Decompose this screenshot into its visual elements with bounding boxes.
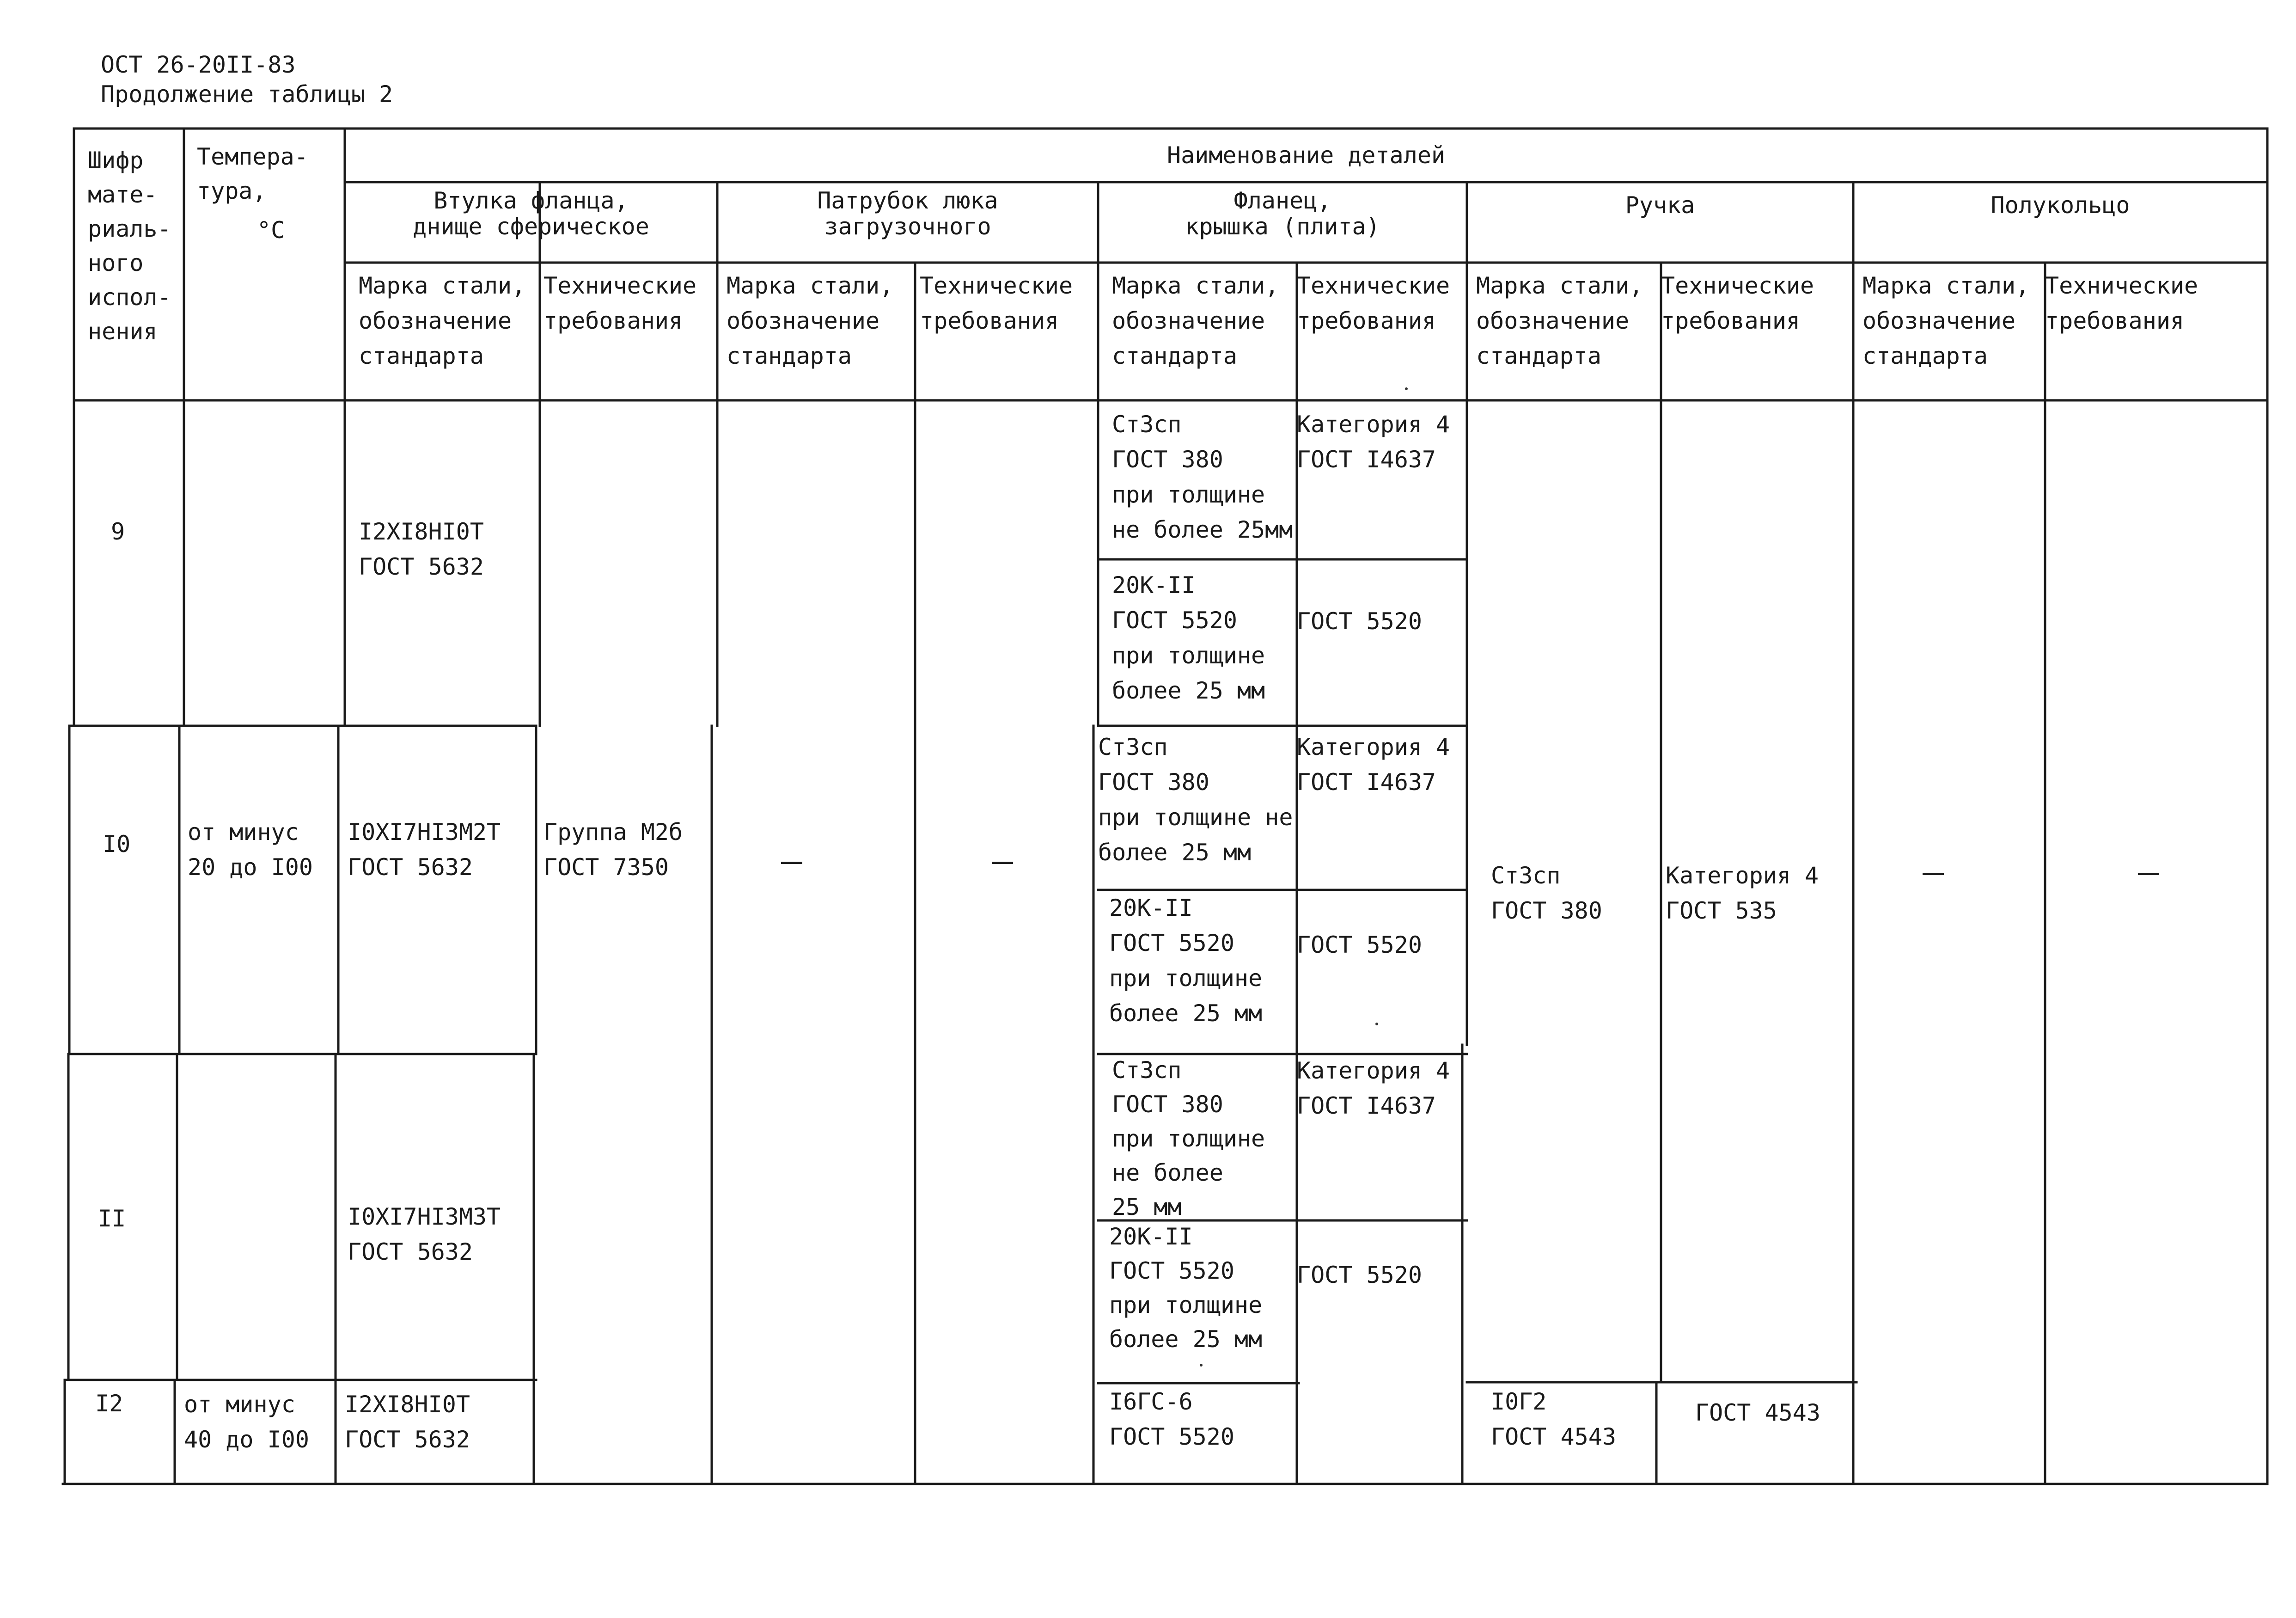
nozzle-steel-grade-header: Марка стали, обозначение стандарта	[727, 272, 894, 369]
flange-grade-cell: 20К-II ГОСТ 5520 при толщине более 25 мм	[1109, 1223, 1263, 1353]
flange-grade-cell: Ст3сп ГОСТ 380 при толщине не более 25 мм	[1112, 1057, 1265, 1220]
handle-steel-grade-header: Марка стали, обозначение стандарта	[1476, 272, 1643, 369]
empty-value-dash	[781, 862, 802, 864]
empty-value-dash	[992, 862, 1013, 864]
flange-steel-grade-header: Марка стали, обозначение стандарта	[1112, 272, 1279, 369]
flange-tech-cell: Категория 4 ГОСТ I4637	[1297, 411, 1450, 473]
bushing-grade-cell: I0XI7HI3M3T ГОСТ 5632	[348, 1203, 501, 1265]
half-ring-steel-grade-header: Марка стали, обозначение стандарта	[1862, 272, 2030, 369]
part-header-handle: Ручка	[1625, 192, 1695, 219]
temperature-header: Темпера- тура,	[197, 143, 308, 204]
scan-speck	[1375, 1023, 1378, 1025]
cipher-cell: II	[98, 1205, 126, 1232]
flange-tech-req-header: Технические требования	[1297, 272, 1450, 334]
cipher-header: Шифр мате- риаль- ного испол- нения	[88, 147, 171, 345]
handle-grade-cell: Ст3сп ГОСТ 380	[1491, 862, 1602, 924]
part-header-flange: Фланец, крышка (плита)	[1185, 187, 1380, 240]
cipher-cell: I0	[103, 831, 131, 858]
handle-tech-cell: Категория 4 ГОСТ 535	[1666, 862, 1819, 924]
part-header-bushing: Втулка фланца, днище сферическое	[413, 187, 649, 240]
empty-value-dash	[2138, 873, 2159, 875]
flange-grade-cell: 20К-II ГОСТ 5520 при толщине более 25 мм	[1112, 572, 1265, 704]
scan-speck	[1405, 387, 1408, 390]
flange-grade-cell: Ст3сп ГОСТ 380 при толщине не более 25мм	[1112, 411, 1293, 543]
bushing-grade-cell: I0XI7HI3M2T ГОСТ 5632	[348, 819, 501, 881]
temperature-unit: °C	[257, 217, 285, 244]
table-continuation-title: Продолжение таблицы 2	[101, 81, 393, 108]
flange-grade-cell: I6ГС-6 ГОСТ 5520	[1109, 1388, 1234, 1450]
flange-grade-cell: Ст3сп ГОСТ 380 при толщине не более 25 мм	[1098, 734, 1293, 866]
temperature-cell: от минус 40 до I00	[184, 1391, 309, 1453]
bushing-tech-req-header: Технические требования	[543, 272, 697, 334]
empty-value-dash	[1923, 873, 1944, 875]
flange-tech-cell: Категория 4 ГОСТ I4637	[1297, 1057, 1450, 1119]
temperature-cell: от минус 20 до I00	[188, 819, 313, 881]
flange-grade-cell: 20К-II ГОСТ 5520 при толщине более 25 мм	[1109, 895, 1263, 1027]
part-names-header: Наименование деталей	[1166, 142, 1446, 169]
document-code: ОСТ 26-20II-83	[101, 51, 296, 78]
bushing-steel-grade-header: Марка стали, обозначение стандарта	[359, 272, 526, 369]
handle-grade-cell: I0Г2 ГОСТ 4543	[1491, 1388, 1616, 1450]
scan-speck	[1200, 1364, 1203, 1367]
cipher-cell: I2	[95, 1390, 123, 1417]
flange-tech-cell: ГОСТ 5520	[1297, 1262, 1422, 1288]
flange-tech-cell: ГОСТ 5520	[1297, 932, 1422, 958]
bushing-tech-cell: Группа M2б ГОСТ 7350	[543, 819, 683, 881]
cipher-cell: 9	[111, 518, 125, 545]
bushing-grade-cell: I2XI8HI0T ГОСТ 5632	[345, 1391, 470, 1453]
flange-tech-cell: ГОСТ 5520	[1297, 608, 1422, 635]
flange-tech-cell: Категория 4 ГОСТ I4637	[1297, 734, 1450, 796]
nozzle-tech-req-header: Технические требования	[920, 272, 1073, 334]
part-header-hatch-nozzle: Патрубок люка загрузочного	[817, 187, 998, 240]
part-header-half-ring: Полукольцо	[1991, 192, 2130, 219]
bushing-grade-cell: I2XI8HI0T ГОСТ 5632	[359, 518, 484, 580]
half-ring-tech-req-header: Технические требования	[2045, 272, 2198, 334]
handle-tech-cell: ГОСТ 4543	[1695, 1399, 1820, 1426]
handle-tech-req-header: Технические требования	[1661, 272, 1814, 334]
